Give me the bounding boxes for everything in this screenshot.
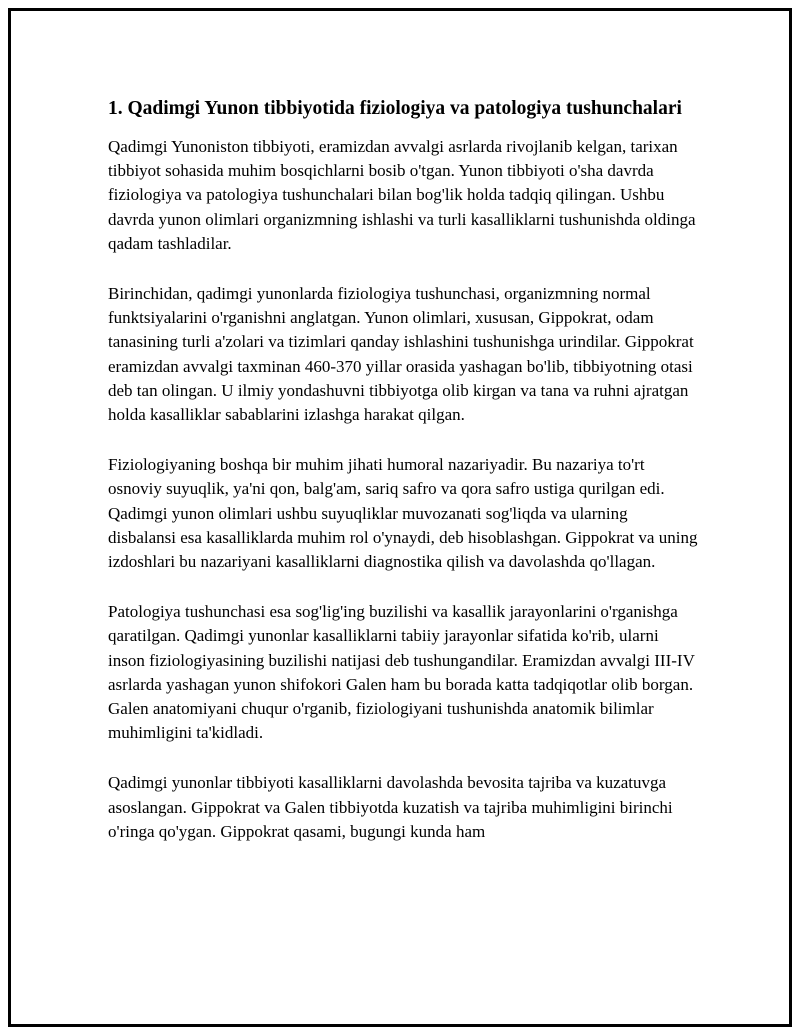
paragraph: Patologiya tushunchasi esa sog'lig'ing buzilishi va kasallik jarayonlarini o'rganishga qaratilgan. Qadimgi yunonlar kasalliklarni tabiiy jarayonlar sifatida ko'rib, ularni inson fiziologiyasining buzilishi natijasi deb tushungandilar. Eramizdan avvalgi III-IV asrlarda yashagan yunon shifokori Galen ham bu borada katta tadqiqotlar olib borgan. Galen anatomiyani chuqur o'rganib, fiziologiyani tushunishda anatomik bilimlar muhimligini ta'kidladi. [108, 602, 695, 743]
paragraph: Fiziologiyaning boshqa bir muhim jihati humoral nazariyadir. Bu nazariya to'rt osnoviy suyuqlik, ya'ni qon, balg'am, sariq safro va qora safro ustiga qurilgan edi. Qadimgi yunon olimlari ushbu suyuqliklar muvozanati sog'liqda va ularning disbalansi esa kasalliklarda muhim rol o'ynaydi, deb hisoblashgan. Gippokrat va uning izdoshlari bu nazariyani kasalliklarni diagnostika qilish va davolashda qo'llagan. [108, 455, 698, 572]
section-heading: 1. Qadimgi Yunon tibbiyotida fiziologiya va patologiya tushunchalari [108, 98, 682, 119]
paragraph: Qadimgi yunonlar tibbiyoti kasalliklarni davolashda bevosita tajriba va kuzatuvga asoslangan. Gippokrat va Galen tibbiyotda kuzatish va tajriba muhimligini birinchi o'ringa qo'ygan. Gippokrat qasami, bugungi kunda ham [108, 773, 673, 841]
paragraph: Birinchidan, qadimgi yunonlarda fiziologiya tushunchasi, organizmning normal funktsiyalarini o'rganishni anglatgan. Yunon olimlari, xususan, Gippokrat, odam tanasining turli a'zolari va tizimlari qanday ishlashini tushunishga urindilar. Gippokrat eramizdan avvalgi taxminan 460-370 yillar orasida yashagan bo'lib, tibbiyotning otasi deb tan olingan. U ilmiy yondashuvni tibbiyotga olib kirgan va tana va ruhni ajratgan holda kasalliklar sabablarini izlashga harakat qilgan. [108, 284, 694, 425]
paragraph: Qadimgi Yunoniston tibbiyoti, eramizdan avvalgi asrlarda rivojlanib kelgan, tarixan tibbiyot sohasida muhim bosqichlarni bosib o'tgan. Yunon tibbiyoti o'sha davrda fiziologiya va patologiya tushunchalari bilan bog'lik holda tadqiq qilingan. Ushbu davrda yunon olimlari organizmning ishlashi va turli kasalliklarni tushunishda oldinga qadam tashladilar. [108, 137, 696, 253]
document-body [108, 96, 698, 870]
